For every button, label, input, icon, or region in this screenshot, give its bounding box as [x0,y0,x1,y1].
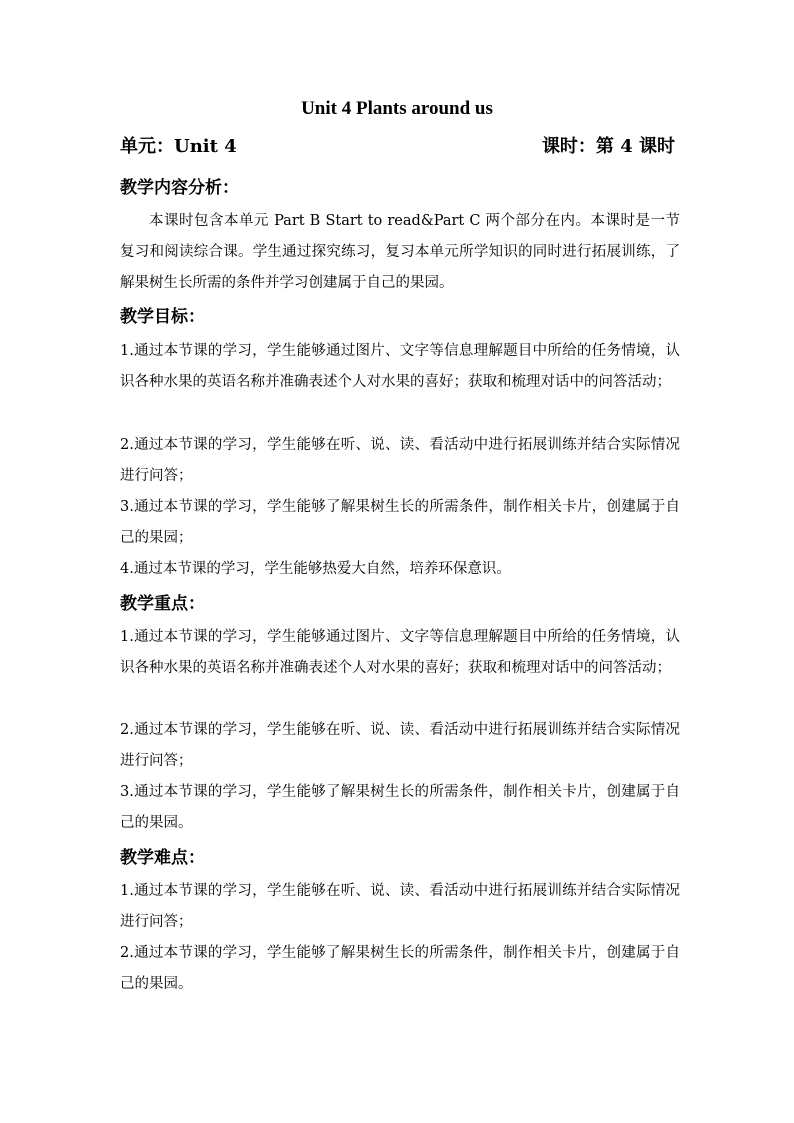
objectives-heading: 教学目标： [120,307,205,327]
objective-item: 4.通过本节课的学习，学生能够热爱大自然，培养环保意识。 [120,561,511,577]
difficult-point-item: 2.通过本节课的学习，学生能够了解果树生长的所需条件，制作相关卡片，创建属于自己的果园。 [120,945,680,992]
key-point-item: 1.通过本节课的学习，学生能够通过图片、文字等信息理解题目中所给的任务情境，认识各种水果的英语名称并准确表述个人对水果的喜好；获取和梳理对话中的问答活动； [120,629,680,676]
content-analysis-heading: 教学内容分析： [120,178,239,198]
lesson-period-label: 课时：第 4 课时 [541,136,675,157]
unit-label: 单元：Unit 4 [120,136,237,157]
key-point-item: 2.通过本节课的学习，学生能够在听、说、读、看活动中进行拓展训练并结合实际情况进行问答； [120,722,680,769]
objective-item: 1.通过本节课的学习，学生能够通过图片、文字等信息理解题目中所给的任务情境，认识各种水果的英语名称并准确表述个人对水果的喜好；获取和梳理对话中的问答活动； [120,343,680,390]
key-point-item: 3.通过本节课的学习，学生能够了解果树生长的所需条件，制作相关卡片，创建属于自己的果园。 [120,784,680,831]
difficult-point-item: 1.通过本节课的学习，学生能够在听、说、读、看活动中进行拓展训练并结合实际情况进行问答； [120,883,680,930]
lesson-meta-row [120,134,675,160]
objective-item: 3.通过本节课的学习，学生能够了解果树生长的所需条件，制作相关卡片，创建属于自己的果园； [120,499,680,546]
content-analysis-paragraph: 本课时包含本单元 Part B Start to read&Part C 两个部分在内。本课时是一节复习和阅读综合课。学生通过探究练习，复习本单元所学知识的同时进行拓展训练，了解果树生长所需的条件并学习创建属于自己的果园。 [120,213,680,291]
objective-item: 2.通过本节课的学习，学生能够在听、说、读、看活动中进行拓展训练并结合实际情况进行问答； [120,437,680,484]
difficult-points-heading: 教学难点： [120,848,205,868]
document-title: Unit 4 Plants around us [301,98,493,119]
key-points-heading: 教学重点： [120,594,205,614]
